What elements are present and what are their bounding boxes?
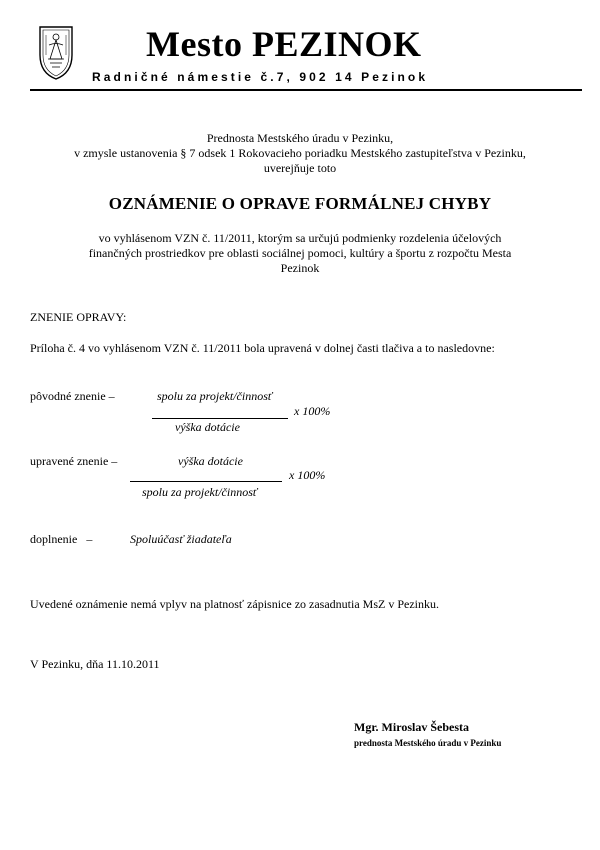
subject-block — [40, 231, 560, 276]
header-divider — [30, 89, 582, 91]
original-fraction-line — [152, 418, 288, 419]
addition-value: Spoluúčasť žiadateľa — [130, 532, 232, 546]
remark-text: Uvedené oznámenie nemá vplyv na platnosť zápisnice zo zasadnutia MsZ v Pezinku. — [30, 597, 439, 611]
original-numerator: spolu za projekt/činnosť — [157, 389, 273, 403]
address-line: Radničné námestie č.7, 902 14 Pezinok — [92, 70, 429, 84]
corrected-fraction-line — [130, 481, 282, 482]
intro-line: v zmysle ustanovenia § 7 odsek 1 Rokovacieho poriadku Mestského zastupiteľstva v Pezinku, — [74, 146, 526, 160]
corrected-label: upravené znenie – — [30, 454, 118, 468]
signatory-name: Mgr. Miroslav Šebesta — [354, 720, 469, 734]
correction-paragraph: Príloha č. 4 vo vyhlásenom VZN č. 11/2011 bola upravená v dolnej časti tlačiva a to nasledovne: — [30, 341, 495, 355]
corrected-numerator: výška dotácie — [178, 454, 243, 468]
notice-heading: OZNÁMENIE O OPRAVE FORMÁLNEJ CHYBY — [108, 194, 492, 213]
subject-line: Pezinok — [280, 261, 320, 275]
coat-of-arms-icon — [38, 25, 74, 81]
intro-block — [30, 131, 570, 176]
original-multiplier: x 100% — [294, 404, 331, 418]
original-label: pôvodné znenie – — [30, 389, 115, 403]
page-title: Mesto PEZINOK — [146, 24, 422, 64]
date-text: V Pezinku, dňa 11.10.2011 — [30, 657, 160, 671]
intro-line: uverejňuje toto — [263, 161, 337, 175]
original-denominator: výška dotácie — [175, 420, 240, 434]
corrected-denominator: spolu za projekt/činnosť — [142, 485, 258, 499]
addition-label: doplnenie – — [30, 532, 93, 546]
corrected-multiplier: x 100% — [289, 468, 326, 482]
intro-line: Prednosta Mestského úradu v Pezinku, — [206, 131, 394, 145]
subject-line: vo vyhlásenom VZN č. 11/2011, ktorým sa určujú podmienky rozdelenia účelových — [98, 231, 502, 245]
subject-line: finančných prostriedkov pre oblasti sociálnej pomoci, kultúry a športu z rozpočtu Mesta — [88, 246, 512, 260]
correction-heading: ZNENIE OPRAVY: — [30, 310, 127, 324]
signatory-role: prednosta Mestského úradu v Pezinku — [354, 738, 502, 748]
